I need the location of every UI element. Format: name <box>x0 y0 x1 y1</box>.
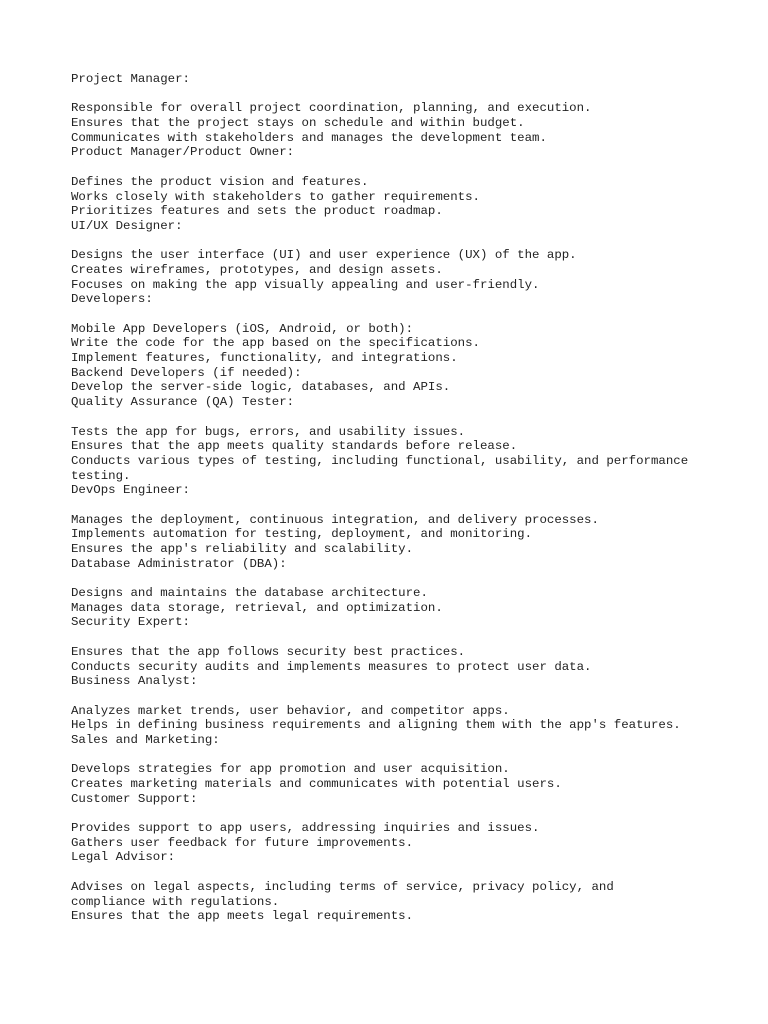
text-line: Focuses on making the app visually appealing and user-friendly. <box>71 277 540 292</box>
blank-line <box>71 87 711 102</box>
text-line: Implement features, functionality, and integrations. <box>71 351 458 366</box>
text-line: Database Administrator (DBA): <box>71 556 287 571</box>
text-line: Prioritizes features and sets the product roadmap. <box>71 204 443 219</box>
blank-line <box>71 689 711 704</box>
text-line: Responsible for overall project coordination, planning, and execution. <box>71 101 592 116</box>
text-line: Designs and maintains the database architecture. <box>71 586 428 601</box>
text-line: Designs the user interface (UI) and user experience (UX) of the app. <box>71 248 577 263</box>
text-line: Defines the product vision and features. <box>71 174 369 189</box>
text-line: Tests the app for bugs, errors, and usability issues. <box>71 424 466 439</box>
blank-line <box>71 410 711 425</box>
text-line: Business Analyst: <box>71 674 198 689</box>
text-line: Customer Support: <box>71 791 198 806</box>
text-line: Backend Developers (if needed): <box>71 365 302 380</box>
text-line: Ensures that the project stays on schedule and within budget. <box>71 116 525 131</box>
text-line: Manages data storage, retrieval, and optimization. <box>71 600 443 615</box>
text-line: Mobile App Developers (iOS, Android, or both): <box>71 321 414 336</box>
text-line: Develop the server-side logic, databases, and APIs. <box>71 380 451 395</box>
text-line: Conducts security audits and implements measures to protect user data. <box>71 659 592 674</box>
text-line: Implements automation for testing, deployment, and monitoring. <box>71 527 533 542</box>
text-line: Advises on legal aspects, including terms of service, privacy policy, and <box>71 879 614 894</box>
blank-line <box>71 865 711 880</box>
blank-line <box>71 234 711 249</box>
blank-line <box>71 748 711 763</box>
text-line: Product Manager/Product Owner: <box>71 145 295 160</box>
text-line: Sales and Marketing: <box>71 732 220 747</box>
text-line: Ensures that the app follows security best practices. <box>71 644 466 659</box>
text-line: Develops strategies for app promotion and user acquisition. <box>71 762 510 777</box>
text-line: testing. <box>71 468 131 483</box>
text-line: Ensures that the app meets legal requirements. <box>71 909 414 924</box>
text-line: UI/UX Designer: <box>71 218 183 233</box>
blank-line <box>71 806 711 821</box>
text-line: DevOps Engineer: <box>71 483 190 498</box>
text-line: Write the code for the app based on the specifications. <box>71 336 480 351</box>
blank-line <box>71 307 711 322</box>
text-line: Ensures the app's reliability and scalability. <box>71 542 414 556</box>
text-line: Developers: <box>71 292 153 307</box>
text-line: Analyzes market trends, user behavior, and competitor apps. <box>71 703 510 718</box>
blank-line <box>71 498 711 513</box>
text-line: Manages the deployment, continuous integration, and delivery processes. <box>71 512 599 527</box>
text-line: Communicates with stakeholders and manages the development team. <box>71 130 547 145</box>
text-line: Project Manager: <box>71 72 190 86</box>
text-line: Conducts various types of testing, including functional, usability, and performance <box>71 453 689 468</box>
text-line: Provides support to app users, addressing inquiries and issues. <box>71 821 540 836</box>
document-page <box>71 72 711 924</box>
text-line: Works closely with stakeholders to gather requirements. <box>71 189 480 204</box>
blank-line <box>71 571 711 586</box>
text-line: Helps in defining business requirements and aligning them with the app's features. <box>71 718 681 733</box>
text-line: Security Expert: <box>71 615 190 630</box>
blank-line <box>71 630 711 645</box>
text-line: Ensures that the app meets quality standards before release. <box>71 439 518 454</box>
text-line: Gathers user feedback for future improvements. <box>71 835 414 850</box>
text-line: compliance with regulations. <box>71 894 280 909</box>
text-line: Creates wireframes, prototypes, and design assets. <box>71 262 443 277</box>
text-line: Legal Advisor: <box>71 850 176 865</box>
blank-line <box>71 160 711 175</box>
text-line: Quality Assurance (QA) Tester: <box>71 395 295 410</box>
text-line: Creates marketing materials and communicates with potential users. <box>71 777 562 791</box>
